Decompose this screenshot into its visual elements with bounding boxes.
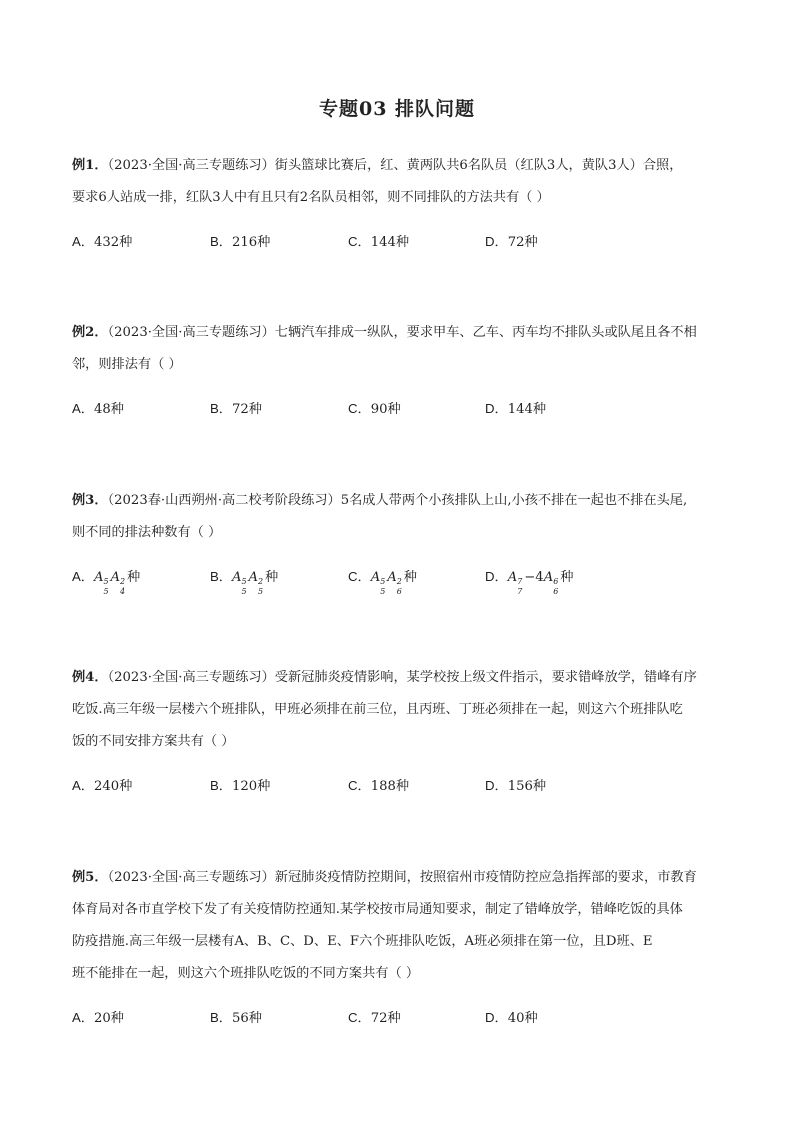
question-stem	[72, 862, 724, 990]
option-text: 48种	[93, 402, 124, 417]
option-c[interactable]	[348, 1002, 401, 1035]
option-unit: 种	[403, 570, 417, 585]
option-a[interactable]	[72, 770, 132, 803]
option-text: 188种	[370, 779, 410, 794]
option-d[interactable]	[485, 226, 538, 259]
question-text-line: 七辆汽车排成一纵队，要求甲车、乙车、丙车均不排队头或队尾且各不相	[274, 325, 697, 340]
question-text-line: 5名成人带两个小孩排队上山,小孩不排在一起也不排在头尾,	[340, 493, 688, 508]
option-letter: B．	[210, 1010, 232, 1025]
option-d[interactable]	[485, 770, 546, 803]
math-expression: A 7 7 −4A 6 6	[507, 570, 559, 596]
question-5	[72, 862, 724, 1034]
option-a[interactable]	[72, 561, 140, 594]
question-text-line: 街头篮球比赛后，红、黄两队共6名队员（红队3人，黄队3人）合照，	[274, 158, 683, 173]
option-letter: D．	[485, 1010, 508, 1025]
option-a[interactable]	[72, 1002, 124, 1035]
option-letter: A．	[72, 778, 94, 793]
option-b[interactable]	[210, 226, 270, 259]
option-letter: C．	[348, 569, 371, 584]
question-text-line: 班不能排在一起，则这六个班排队吃饭的不同方案共有（ ）	[72, 966, 420, 981]
question-3	[72, 485, 724, 596]
question-text-line: 受新冠肺炎疫情影响，某学校按上级文件指示，要求错峰放学，错峰有序	[274, 670, 697, 685]
option-letter: D．	[485, 401, 508, 416]
answer-options	[72, 561, 724, 596]
question-text-line: 吃饭.高三年级一层楼六个班排队，甲班必须排在前三位，且丙班、丁班必须排在一起，则这六个班排队吃	[72, 702, 683, 717]
option-letter: D．	[485, 778, 508, 793]
option-c[interactable]	[348, 393, 401, 426]
option-letter: A．	[72, 234, 94, 249]
question-source: （2023·全国·高三专题练习）	[107, 158, 275, 173]
question-stem	[72, 485, 724, 549]
question-text-line: 体育局对各市直学校下发了有关疫情防控通知.某学校按市局通知要求，制定了错峰放学，错峰吃饭的具体	[72, 902, 683, 917]
option-d[interactable]	[485, 1002, 538, 1035]
option-letter: C．	[348, 401, 371, 416]
option-c[interactable]	[348, 561, 417, 594]
option-letter: B．	[210, 569, 232, 584]
question-stem	[72, 150, 724, 214]
question-label: 例1．	[72, 158, 108, 173]
option-letter: B．	[210, 234, 232, 249]
option-text: 240种	[93, 779, 133, 794]
option-c[interactable]	[348, 226, 409, 259]
option-d[interactable]	[485, 393, 546, 426]
option-letter: C．	[348, 234, 371, 249]
math-expression: A 5 5 A 2 4	[93, 570, 126, 596]
question-text-line: 防疫措施.高三年级一层楼有A、B、C、D、E、F六个班排队吃饭，A班必须排在第一位，且D班、E	[72, 934, 653, 949]
option-letter: C．	[348, 778, 371, 793]
option-text: 144种	[507, 402, 547, 417]
option-letter: B．	[210, 401, 232, 416]
question-text-line: 邻，则排法有（ ）	[72, 357, 182, 372]
option-b[interactable]	[210, 770, 270, 803]
option-c[interactable]	[348, 770, 409, 803]
option-text: 72种	[370, 1011, 401, 1026]
option-a[interactable]	[72, 226, 132, 259]
option-unit: 种	[127, 570, 141, 585]
question-label: 例2．	[72, 325, 108, 340]
option-letter: A．	[72, 401, 94, 416]
option-letter: D．	[485, 234, 508, 249]
option-text: 90种	[370, 402, 401, 417]
option-letter: C．	[348, 1010, 371, 1025]
option-text: 156种	[507, 779, 547, 794]
option-text: 56种	[231, 1011, 262, 1026]
question-1	[72, 150, 724, 258]
question-label: 例5．	[72, 870, 108, 885]
option-text: 72种	[507, 235, 538, 250]
page-title: 专题03 排队问题	[318, 98, 476, 120]
option-d[interactable]	[485, 561, 573, 594]
question-text-line: 新冠肺炎疫情防控期间，按照宿州市疫情防控应急指挥部的要求，市教育	[274, 870, 697, 885]
answer-options	[72, 393, 724, 425]
option-letter: A．	[72, 1010, 94, 1025]
option-letter: B．	[210, 778, 232, 793]
option-b[interactable]	[210, 393, 262, 426]
question-4	[72, 662, 724, 802]
option-text: 40种	[507, 1011, 538, 1026]
question-text-line: 则不同的排法种数有（ ）	[72, 525, 222, 540]
question-text-line: 要求6人站成一排，红队3人中有且只有2名队员相邻，则不同排队的方法共有（ ）	[72, 190, 550, 205]
option-text: 72种	[231, 402, 262, 417]
math-expression: A 5 5 A 2 5	[231, 570, 264, 596]
option-text: 20种	[93, 1011, 124, 1026]
question-source: （2023·全国·高三专题练习）	[107, 325, 275, 340]
math-expression: A 5 5 A 2 6	[370, 570, 402, 596]
answer-options	[72, 770, 724, 802]
question-stem	[72, 317, 724, 381]
answer-options	[72, 226, 724, 258]
question-source: （2023·全国·高三专题练习）	[107, 670, 275, 685]
question-source: （2023春·山西朔州·高二校考阶段练习）	[107, 493, 341, 508]
option-b[interactable]	[210, 1002, 262, 1035]
option-letter: A．	[72, 569, 94, 584]
option-unit: 种	[560, 570, 574, 585]
question-text-line: 饭的不同安排方案共有（ ）	[72, 734, 235, 749]
option-a[interactable]	[72, 393, 124, 426]
question-label: 例4．	[72, 670, 108, 685]
answer-options	[72, 1002, 724, 1034]
option-unit: 种	[265, 570, 279, 585]
option-text: 432种	[93, 235, 133, 250]
question-2	[72, 317, 724, 425]
question-label: 例3．	[72, 493, 108, 508]
option-letter: D．	[485, 569, 508, 584]
question-stem	[72, 662, 724, 758]
option-text: 216种	[231, 235, 271, 250]
option-b[interactable]	[210, 561, 278, 594]
option-text: 120种	[231, 779, 271, 794]
option-text: 144种	[370, 235, 410, 250]
question-source: （2023·全国·高三专题练习）	[107, 870, 275, 885]
